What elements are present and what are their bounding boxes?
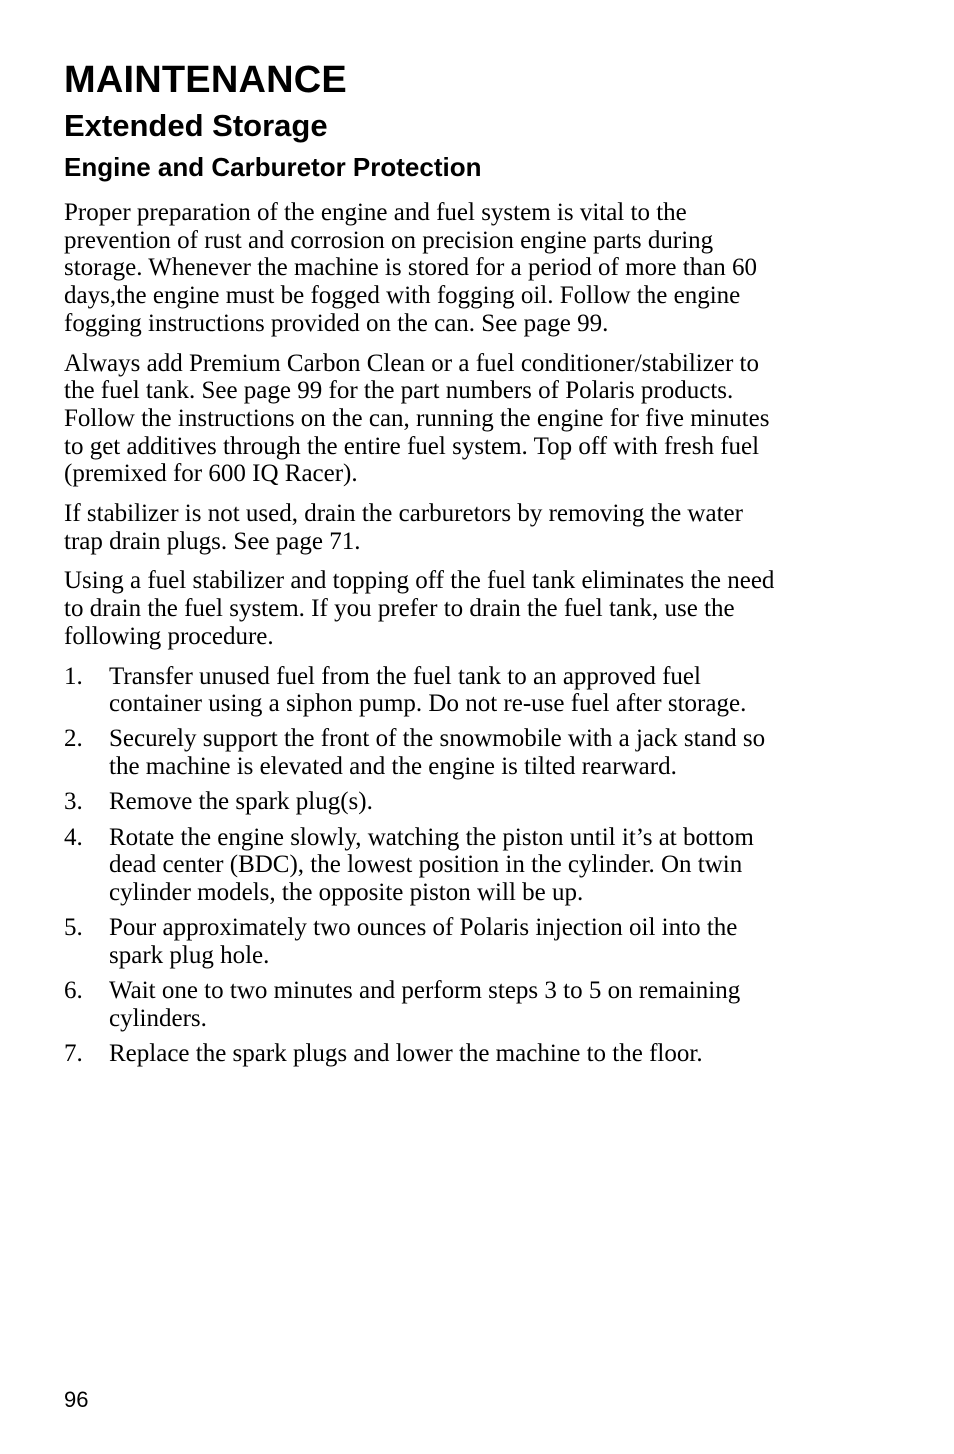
step-item: [64, 788, 864, 816]
step-text: Pour approximately two ounces of Polaris injection oil into the spark plug hole.: [109, 914, 738, 969]
page-number: 96: [64, 1387, 89, 1412]
step-number: 7.: [64, 1039, 83, 1067]
step-number: 6.: [64, 977, 83, 1005]
step-text: Remove the spark plug(s).: [109, 788, 373, 816]
section-title: MAINTENANCE: [64, 59, 347, 101]
step-item: [64, 1040, 864, 1068]
manual-page-content: [64, 58, 864, 1075]
paragraph: Using a fuel stabilizer and topping off the fuel tank eliminates the need to drain the fuel system. If you prefer to drain the fuel tank, use the following procedure.: [64, 567, 775, 650]
subsection-title: Extended Storage: [64, 108, 328, 143]
step-text: Replace the spark plugs and lower the machine to the floor.: [109, 1039, 703, 1067]
step-text: Securely support the front of the snowmobile with a jack stand so the machine is elevated and the engine is tilted rearward.: [109, 725, 766, 781]
paragraph: Always add Premium Carbon Clean or a fuel conditioner/stabilizer to the fuel tank. See page 99 for the part numbers of Polaris products. Follow the instructions on the can, running the engine for five minutes to get additives through the entire fuel system. Top off with fresh fuel (premixed for 600 IQ Racer).: [64, 349, 770, 488]
step-text: Rotate the engine slowly, watching the piston until it’s at bottom dead center (BDC), the lowest position in the cylinder. On twin cylinder models, the opposite piston will be up.: [109, 823, 754, 906]
step-number: 3.: [64, 788, 83, 816]
step-item: [64, 914, 864, 969]
step-number: 4.: [64, 823, 83, 851]
step-item: [64, 663, 864, 718]
step-number: 2.: [64, 725, 83, 753]
step-number: 5.: [64, 914, 83, 942]
step-text: Wait one to two minutes and perform steps 3 to 5 on remaining cylinders.: [109, 977, 741, 1032]
topic-title: Engine and Carburetor Protection: [64, 152, 482, 182]
body-text: [64, 199, 864, 1068]
step-item: [64, 824, 864, 907]
paragraph: If stabilizer is not used, drain the carburetors by removing the water trap drain plugs. See page 71.: [64, 500, 743, 555]
step-item: [64, 977, 864, 1032]
step-text: Transfer unused fuel from the fuel tank to an approved fuel container using a siphon pump. Do not re-use fuel after storage.: [109, 662, 747, 718]
paragraph: Proper preparation of the engine and fuel system is vital to the prevention of rust and corrosion on precision engine parts during storage. Whenever the machine is stored for a period of more than 60 days,the engine must be fogged with fogging oil. Follow the engine fogging instructions provided on the can. See page 99.: [64, 199, 758, 337]
procedure-steps: [64, 663, 864, 1068]
step-number: 1.: [64, 662, 83, 690]
step-item: [64, 725, 864, 780]
